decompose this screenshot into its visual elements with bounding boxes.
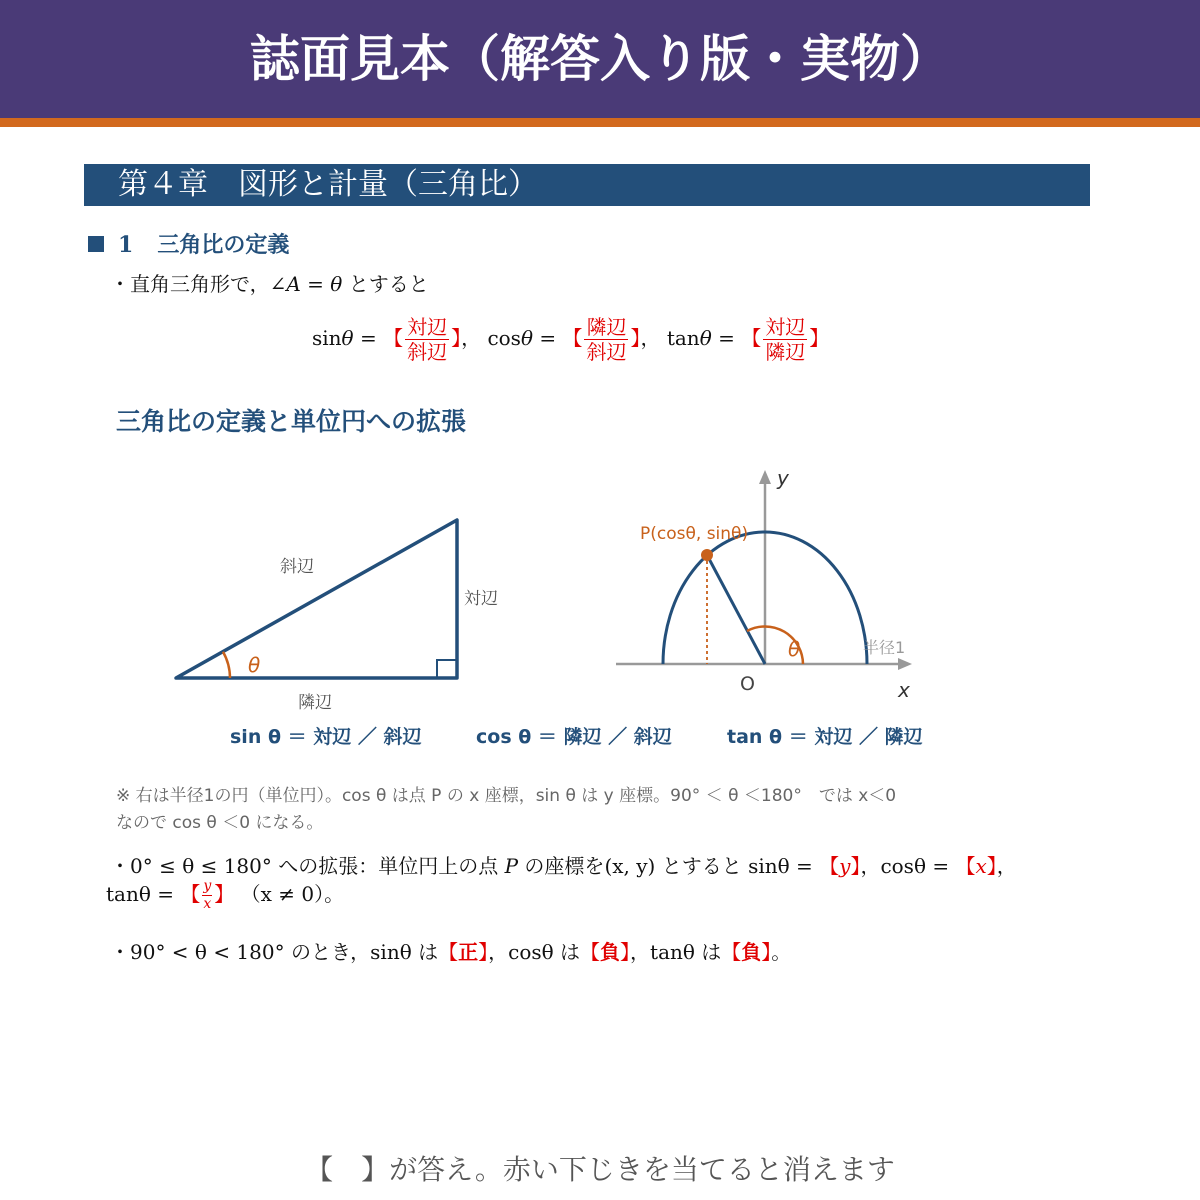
comma: ，	[461, 326, 482, 350]
adjacent-label: 隣辺	[298, 693, 332, 713]
tan-label: tanθ は	[650, 940, 722, 964]
sin-answer	[819, 854, 860, 878]
extension-text: の座標を	[518, 854, 605, 878]
cos-label: cosθ は	[508, 940, 581, 964]
cos-answer	[955, 854, 996, 878]
y-axis-label: y	[777, 466, 789, 490]
right-triangle	[176, 520, 457, 678]
close-bracket: 】	[809, 326, 830, 350]
extension-line2	[106, 878, 344, 912]
equals-sign: =	[300, 272, 331, 296]
close-bracket: 】	[451, 326, 462, 350]
point-p	[701, 549, 713, 561]
cos-answer	[562, 315, 641, 364]
y-axis-arrow-icon	[759, 470, 771, 484]
equals-sign: =	[353, 326, 384, 350]
origin-label: O	[740, 673, 755, 695]
open-bracket: 【	[580, 940, 601, 964]
close-bracket: 】	[214, 882, 235, 906]
right-angle-mark	[437, 660, 457, 678]
cos-fraction	[584, 316, 628, 363]
square-bullet-icon	[88, 236, 104, 252]
sin-fraction	[405, 316, 449, 363]
sin-answer	[383, 315, 462, 364]
extension-text: とすると	[655, 854, 749, 878]
bullet: ・	[110, 940, 130, 964]
chapter-heading: 第４章 図形と計量（三角比）	[84, 164, 1090, 206]
sin-denominator: 斜辺	[407, 340, 448, 364]
signs-text: のとき，	[284, 940, 371, 964]
close-bracket: 】	[986, 854, 997, 878]
extension-text: への拡張：単位円上の点	[271, 854, 505, 878]
cos-label: cos	[487, 326, 521, 350]
condition-text: （x ≠ 0）。	[240, 882, 345, 906]
comma: ，	[630, 940, 651, 964]
intro-text-after: とすると	[342, 272, 429, 296]
section-number: 1	[118, 232, 134, 258]
diagram-note-line2: なので cos θ ＜0 になる。	[116, 813, 324, 833]
x-axis-arrow-icon	[898, 658, 912, 670]
point-p-label: P(cosθ, sinθ)	[640, 524, 749, 544]
close-bracket: 】	[620, 940, 631, 964]
comma: ，	[640, 326, 661, 350]
diagram-title: 三角比の定義と単位円への拡張	[116, 407, 467, 436]
cos-numerator: 隣辺	[586, 315, 627, 339]
comma: ，	[488, 940, 509, 964]
unit-angle-theta-label: θ	[788, 637, 801, 661]
banner-title: 誌面見本（解答入り版・実物）	[250, 30, 950, 88]
close-bracket: 】	[478, 940, 489, 964]
tan-fraction	[763, 316, 807, 363]
hypotenuse-label: 斜辺	[280, 557, 314, 577]
equals-sign: =	[711, 326, 742, 350]
tan-sign-answer	[721, 940, 771, 964]
cos-denominator: 斜辺	[586, 340, 627, 364]
radius-label: 半径1	[863, 638, 906, 657]
sin-label: sin	[312, 326, 342, 350]
tan-answer	[741, 315, 830, 364]
point-name: P	[504, 854, 519, 878]
theta: θ	[341, 326, 354, 350]
footer-note: 【 】が答え。赤い下じきを当てると消えます	[305, 1153, 895, 1186]
diagram-note-line1: ※ 右は半径1の円（単位円）。cos θ は点 P の x 座標，sin θ は y 座標。90° ＜ θ ＜180° では x＜0	[116, 786, 897, 806]
page-banner	[0, 0, 1200, 118]
trig-diagram	[0, 450, 1200, 720]
close-bracket: 】	[761, 940, 772, 964]
tan-fraction	[202, 879, 212, 912]
formula-sin: sin θ ＝ 対辺 ／ 斜辺	[230, 726, 422, 748]
intro-line	[110, 268, 429, 297]
close-bracket: 】	[850, 854, 861, 878]
theta: θ	[699, 326, 712, 350]
sin-label: sinθ は	[370, 940, 439, 964]
comma: ，	[860, 854, 881, 878]
formula-tan: tan θ ＝ 対辺 ／ 隣辺	[727, 726, 923, 748]
bullet: ・	[110, 854, 130, 878]
extension-line1	[110, 850, 1017, 879]
angle-theta-label: θ	[248, 653, 261, 677]
right-triangle-figure	[176, 520, 498, 713]
section-heading	[88, 228, 289, 259]
tan-label: tan	[666, 326, 700, 350]
tan-answer	[180, 878, 235, 912]
intro-text: 直角三角形で，∠	[130, 272, 287, 296]
banner-divider	[0, 118, 1200, 127]
open-bracket: 【	[955, 854, 976, 878]
open-bracket: 【	[741, 326, 762, 350]
sin-numerator: 対辺	[407, 315, 448, 339]
cos-label: cosθ =	[880, 854, 956, 878]
radius-segment	[707, 555, 765, 664]
period: 。	[771, 940, 792, 964]
open-bracket: 【	[180, 882, 201, 906]
tan-denominator: x	[203, 895, 212, 912]
range-expression: 0° ≤ θ ≤ 180°	[130, 854, 272, 878]
tan-numerator: y	[203, 878, 212, 895]
close-bracket: 】	[630, 326, 641, 350]
formula-cos: cos θ ＝ 隣辺 ／ 斜辺	[476, 726, 672, 748]
signs-line	[110, 936, 791, 965]
cos-sign-answer	[580, 940, 630, 964]
comma: ，	[996, 854, 1017, 878]
range-expression: 90° < θ < 180°	[130, 940, 285, 964]
open-bracket: 【	[819, 854, 840, 878]
tan-sign-value: 負	[741, 940, 762, 964]
var-theta: θ	[330, 272, 343, 296]
sin-label: sinθ =	[748, 854, 820, 878]
unit-circle-figure	[616, 466, 912, 702]
tan-denominator: 隣辺	[765, 340, 806, 364]
open-bracket: 【	[383, 326, 404, 350]
section-title: 三角比の定義	[157, 232, 290, 258]
cos-answer-value: x	[975, 854, 987, 878]
x-axis-label: x	[898, 678, 910, 702]
var-a: A	[286, 272, 301, 296]
open-bracket: 【	[438, 940, 459, 964]
definition-line	[312, 316, 829, 363]
open-bracket: 【	[562, 326, 583, 350]
sin-sign-value: 正	[458, 940, 479, 964]
bullet: ・	[110, 272, 130, 296]
opposite-label: 対辺	[464, 589, 498, 609]
coordinates: (x, y)	[604, 854, 656, 878]
theta: θ	[520, 326, 533, 350]
equals-sign: =	[533, 326, 563, 350]
angle-arc	[223, 652, 230, 678]
tan-label: tanθ =	[106, 882, 181, 906]
open-bracket: 【	[721, 940, 742, 964]
sin-sign-answer	[438, 940, 488, 964]
cos-sign-value: 負	[600, 940, 621, 964]
tan-numerator: 対辺	[765, 315, 806, 339]
sin-answer-value: y	[839, 854, 851, 878]
